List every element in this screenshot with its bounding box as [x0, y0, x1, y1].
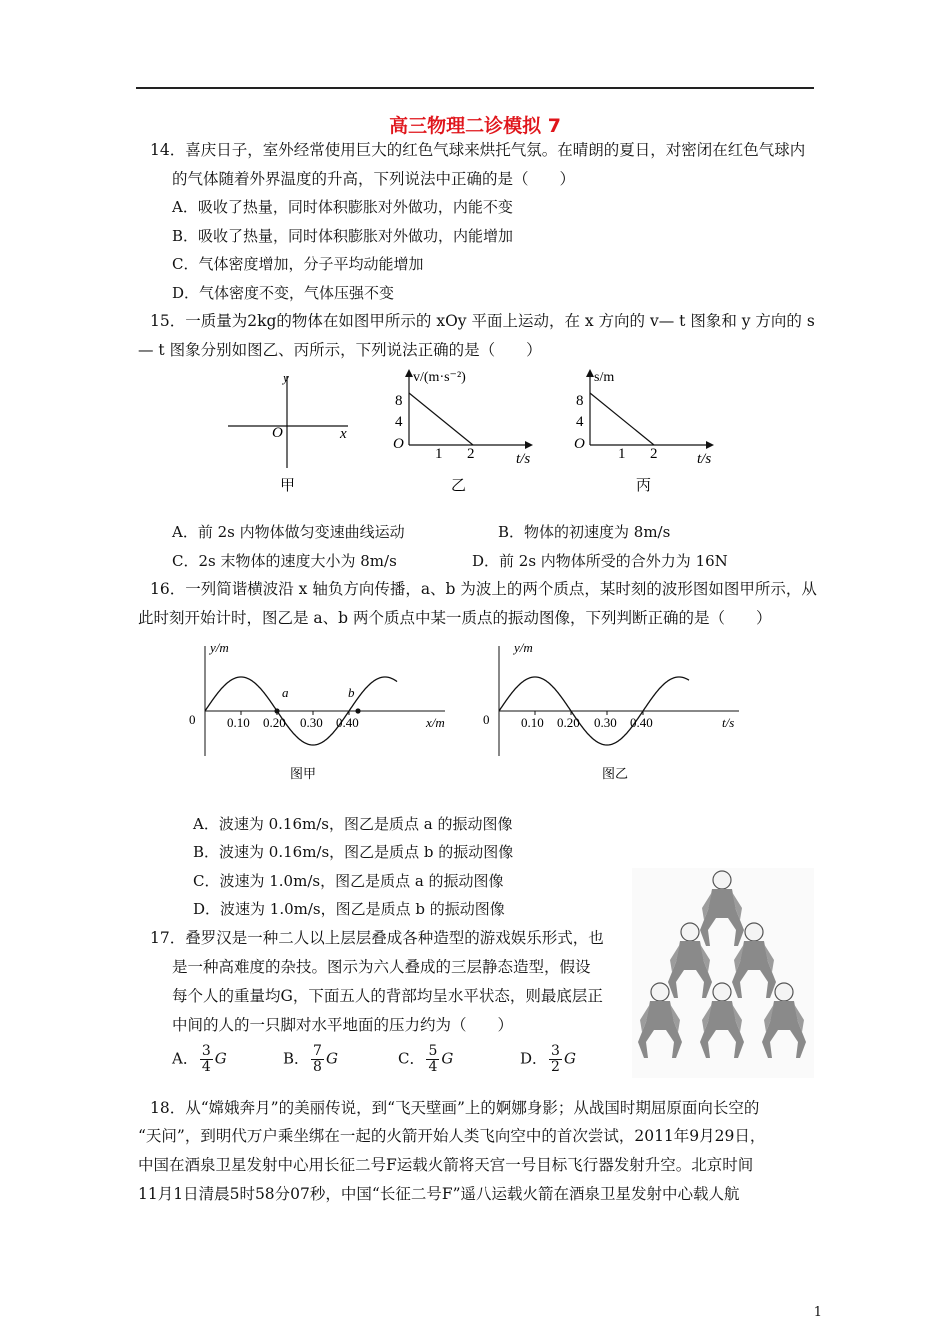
q15-stem-line1: 15．一质量为2kg的物体在如图甲所示的 xOy 平面上运动，在 x 方向的 v— t 图象和 y 方向的 s: [150, 312, 815, 330]
q16-stem-line2: 此时刻开始计时，图乙是 a、b 两个质点中某一质点的振动图像，下列判断正确的是（ ）: [138, 609, 772, 627]
fraction: $\frac{3}{4}$: [201, 1043, 211, 1075]
tick-1: 1: [618, 446, 626, 462]
q16-option-a: A．波速为 0.16m/s，图乙是质点 a 的振动图像: [193, 815, 513, 833]
q17-stem-line3: 每个人的重量均G，下面五人的背部均呈水平状态，则最底层正: [172, 987, 603, 1005]
q15-figure-bing: [566, 365, 726, 500]
q14-option-c: C．气体密度增加，分子平均动能增加: [172, 255, 424, 273]
q18-stem-line3: 中国在酒泉卫星发射中心用长征二号F运载火箭将天宫一号目标飞行器发射升空。北京时间: [138, 1156, 754, 1174]
t-axis-label: t/s: [697, 451, 712, 467]
q16-figure-jia: [180, 636, 460, 786]
human-pyramid-illustration: [632, 868, 814, 1078]
tick-8: 8: [395, 393, 403, 409]
origin-label: O: [393, 436, 404, 452]
q14-stem-line2: 的气体随着外界温度的升高，下列说法中正确的是（ ）: [172, 170, 576, 188]
t-axis-arrow: [525, 441, 533, 449]
q16-stem-line1: 16．一列简谐横波沿 x 轴负方向传播，a、b 为波上的两个质点，某时刻的波形图如图甲所示，从: [150, 580, 817, 598]
q16-option-d: D．波速为 1.0m/s，图乙是质点 b 的振动图像: [193, 900, 505, 918]
s-axis-label: s/m: [594, 370, 615, 385]
t-axis-label: t/s: [722, 715, 735, 730]
q16-option-b: B．波速为 0.16m/s，图乙是质点 b 的振动图像: [193, 843, 514, 861]
figure-caption: 图乙: [602, 767, 629, 782]
q17-stem-line1: 17．叠罗汉是一种二人以上层层叠成各种造型的游戏娱乐形式，也: [150, 929, 604, 947]
x-axis-label: x: [340, 426, 347, 442]
y-axis-label: y/m: [514, 640, 533, 655]
origin-label: O: [574, 436, 585, 452]
q17-stem-line4: 中间的人的一只脚对水平地面的压力约为（ ）: [172, 1016, 514, 1034]
q17-option-d: D． $\frac{3}{2}$ G: [520, 1043, 576, 1075]
fraction: $\frac{3}{2}$: [551, 1043, 560, 1075]
q17-stem-line2: 是一种高难度的杂技。图示为六人叠成的三层静态造型，假设: [172, 958, 591, 976]
q14-option-b: B．吸收了热量，同时体积膨胀对外做功，内能增加: [172, 227, 514, 245]
origin-label: 0: [483, 712, 490, 727]
q15-option-d: D．前 2s 内物体所受的合外力为 16N: [472, 552, 728, 570]
tick-0-10: 0.10: [521, 715, 544, 730]
tick-0-20: 0.20: [263, 715, 286, 730]
q14-option-d: D．气体密度不变，气体压强不变: [172, 284, 395, 302]
point-b: [355, 708, 360, 713]
figure-caption: 乙: [451, 478, 467, 494]
y-axis-label: y/m: [210, 640, 229, 655]
t-axis-arrow: [706, 441, 714, 449]
page-number: 1: [813, 1305, 822, 1320]
tick-0-40: 0.40: [630, 715, 653, 730]
q18-stem-line1: 18．从“嫦娥奔月”的美丽传说，到“飞天壁画”上的婀娜身影；从战国时期屈原面向长空的: [150, 1099, 760, 1117]
v-axis-arrow: [405, 369, 413, 377]
q17-option-b: B． $\frac{7}{8}$ G: [283, 1043, 338, 1075]
q18-stem-line2: “天问”，到明代万户乘坐绑在一起的火箭开始人类飞向空中的首次尝试，2011年9月29日，: [138, 1127, 766, 1145]
q14-stem-line1: 14．喜庆日子，室外经常使用巨大的红色气球来烘托气氛。在晴朗的夏日，对密闭在红色气球内: [150, 141, 806, 159]
figure-caption: 图甲: [290, 767, 317, 782]
q16-option-c: C．波速为 1.0m/s，图乙是质点 a 的振动图像: [193, 872, 504, 890]
origin-label: 0: [189, 712, 196, 727]
tick-4: 4: [576, 414, 584, 430]
header-rule: [136, 87, 814, 89]
tick-0-10: 0.10: [227, 715, 250, 730]
tick-0-40: 0.40: [336, 715, 359, 730]
tick-2: 2: [467, 446, 475, 462]
t-axis-label: t/s: [516, 451, 531, 467]
tick-0-20: 0.20: [557, 715, 580, 730]
q15-option-a: A．前 2s 内物体做匀变速曲线运动: [172, 523, 405, 541]
point-b-label: b: [348, 685, 355, 700]
q17-option-c: C． $\frac{5}{4}$ G: [398, 1043, 454, 1075]
fraction: $\frac{5}{4}$: [428, 1043, 438, 1075]
q16-figure-yi: [474, 636, 754, 786]
q17-option-a: A． $\frac{3}{4}$ G: [172, 1043, 227, 1075]
s-axis-arrow: [586, 369, 594, 377]
q15-figure-jia: [220, 368, 360, 498]
origin-label: O: [272, 425, 283, 441]
q18-stem-line4: 11月1日清晨5时58分07秒，中国“长征二号F”遥八运载火箭在酒泉卫星发射中心载人航: [138, 1185, 740, 1203]
s-t-line: [590, 393, 654, 445]
point-a: [274, 708, 279, 713]
figure-caption: 丙: [636, 478, 652, 494]
v-t-line: [409, 393, 473, 445]
tick-0-30: 0.30: [594, 715, 617, 730]
tick-4: 4: [395, 414, 403, 430]
q14-option-a: A．吸收了热量，同时体积膨胀对外做功，内能不变: [172, 198, 513, 216]
fraction: $\frac{7}{8}$: [313, 1043, 322, 1075]
point-a-label: a: [282, 685, 289, 700]
q15-option-b: B．物体的初速度为 8m/s: [498, 523, 671, 541]
tick-0-30: 0.30: [300, 715, 323, 730]
page-title: 高三物理二诊模拟 7: [389, 115, 561, 137]
q15-figure-yi: [385, 365, 545, 500]
tick-8: 8: [576, 393, 584, 409]
tick-2: 2: [650, 446, 658, 462]
y-axis-label: y: [283, 370, 289, 385]
x-axis-label: x/m: [426, 715, 445, 730]
figure-caption: 甲: [280, 478, 296, 494]
q15-option-c: C．2s 末物体的速度大小为 8m/s: [172, 552, 397, 570]
v-axis-label: v/(m·s⁻²): [413, 370, 466, 385]
tick-1: 1: [435, 446, 443, 462]
q15-stem-line2: — t 图象分别如图乙、丙所示，下列说法正确的是（ ）: [138, 341, 542, 359]
